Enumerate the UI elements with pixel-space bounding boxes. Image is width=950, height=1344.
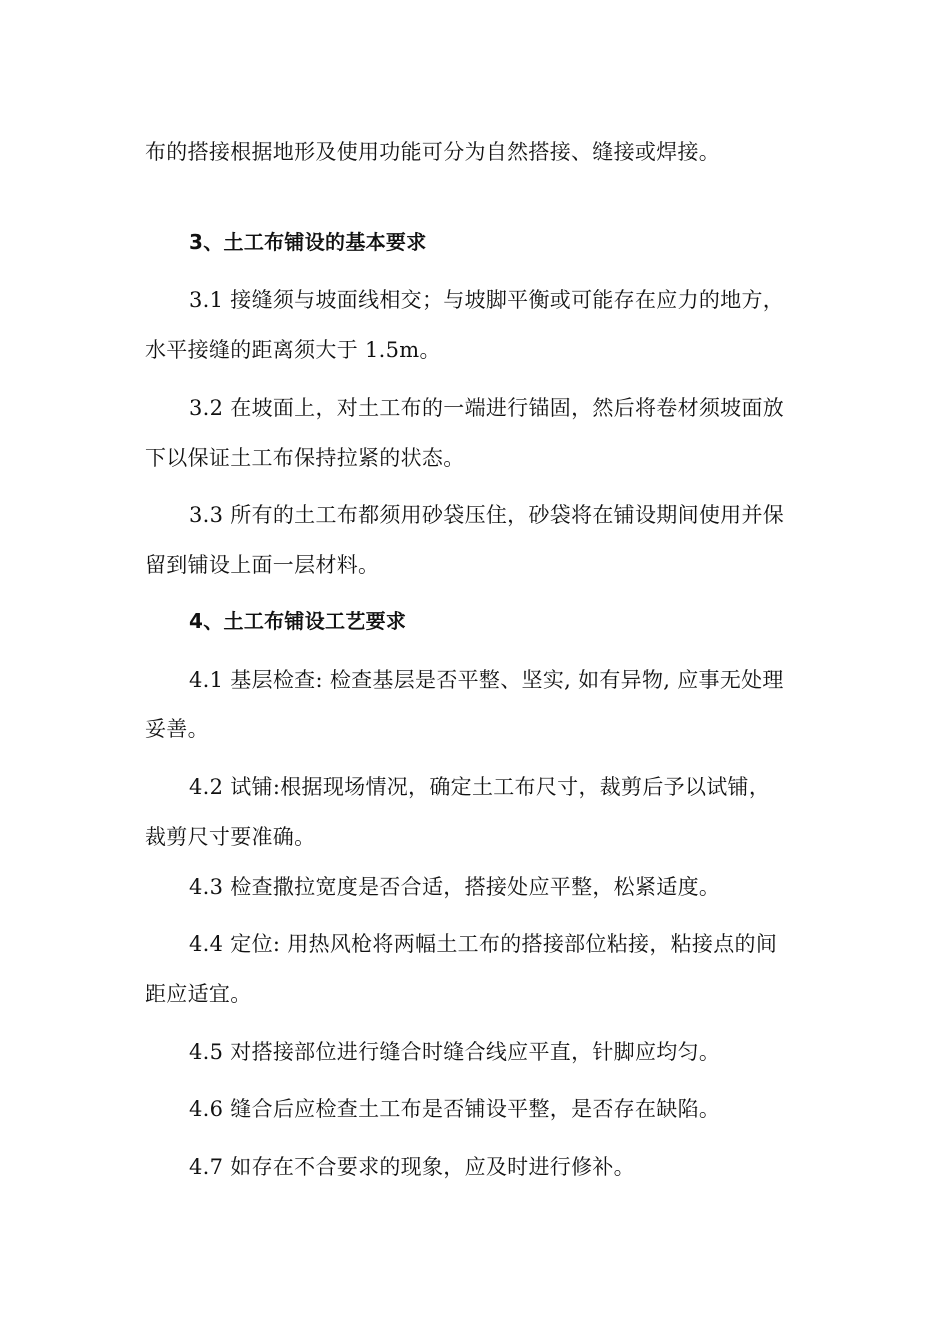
item-4-4-line-1: 4.4 定位: 用热风枪将两幅土工布的搭接部位粘接，粘接点的间 [189,932,778,956]
item-3-2-line-2: 下以保证土工布保持拉紧的状态。 [145,446,465,470]
item-4-5-line-1: 4.5 对搭接部位进行缝合时缝合线应平直，针脚应均匀。 [189,1040,721,1064]
item-3-1-line-1: 3.1 接缝须与坡面线相交；与坡脚平衡或可能存在应力的地方， [189,288,785,312]
item-4-3-line-1: 4.3 检查撒拉宽度是否合适，搭接处应平整，松紧适度。 [189,875,721,899]
item-4-6-line-1: 4.6 缝合后应检查土工布是否铺设平整，是否存在缺陷。 [189,1097,721,1121]
item-4-1-line-1: 4.1 基层检查: 检查基层是否平整、坚实, 如有异物, 应事无处理 [189,668,784,692]
item-3-3-line-2: 留到铺设上面一层材料。 [145,553,380,577]
intro-paragraph-line: 布的搭接根据地形及使用功能可分为自然搭接、缝接或焊接。 [145,140,721,164]
item-4-4-line-2: 距应适宜。 [145,982,252,1006]
item-3-2-line-1: 3.2 在坡面上，对土工布的一端进行锚固，然后将卷材须坡面放 [189,396,785,420]
item-3-1-line-2: 水平接缝的距离须大于 1.5m。 [145,338,441,362]
section-3-heading: 3、土工布铺设的基本要求 [189,230,427,254]
section-4-heading: 4、土工布铺设工艺要求 [189,609,407,633]
item-4-7-line-1: 4.7 如存在不合要求的现象，应及时进行修补。 [189,1155,635,1179]
item-4-2-line-1: 4.2 试铺:根据现场情况，确定土工布尺寸，裁剪后予以试铺， [189,775,771,799]
item-4-1-line-2: 妥善。 [145,717,209,741]
item-4-2-line-2: 裁剪尺寸要准确。 [145,825,316,849]
item-3-3-line-1: 3.3 所有的土工布都须用砂袋压住，砂袋将在铺设期间使用并保 [189,503,785,527]
